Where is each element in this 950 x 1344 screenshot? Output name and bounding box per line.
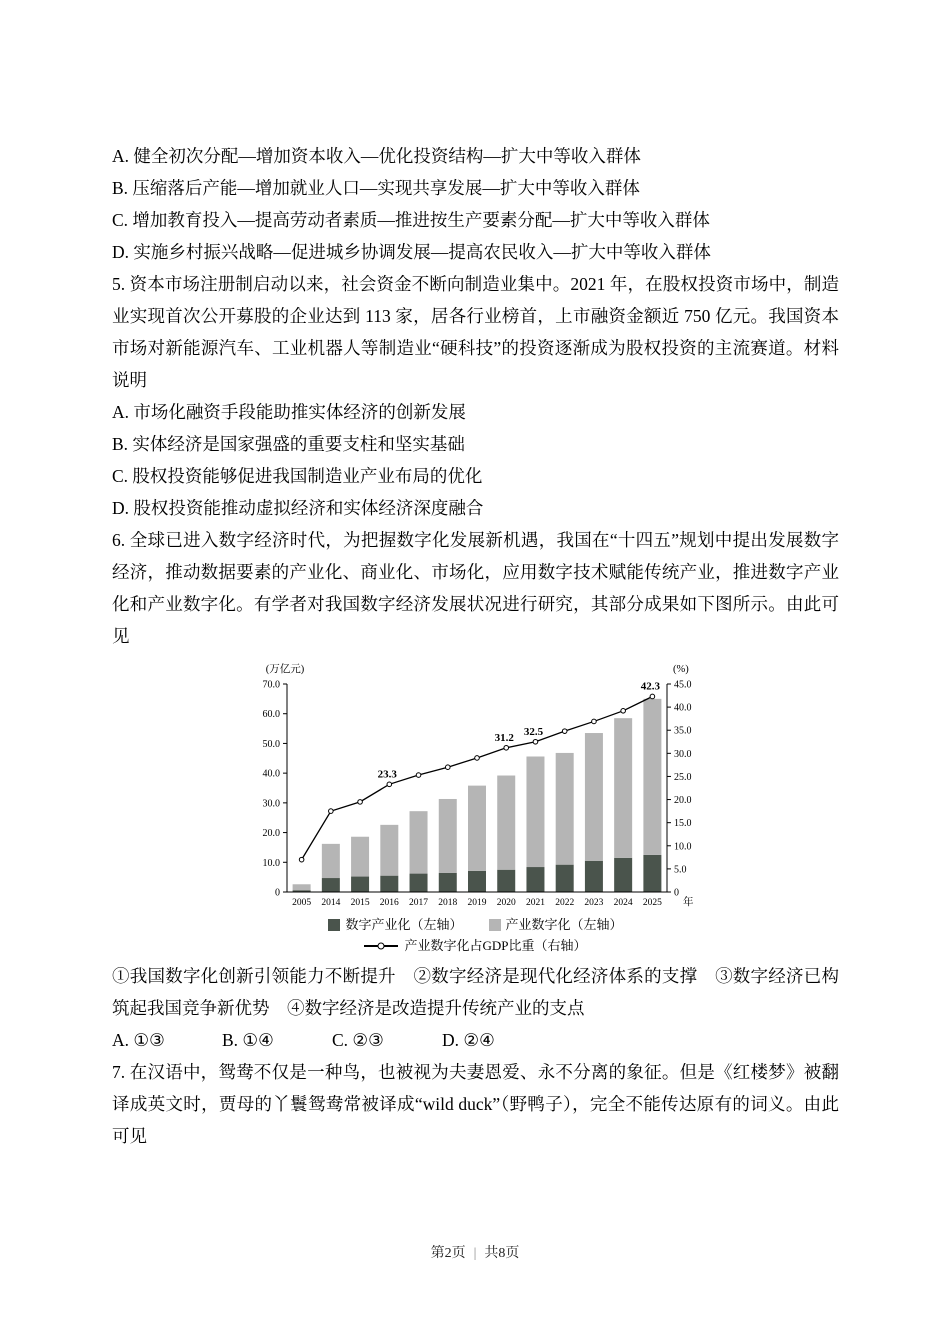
svg-text:(%): (%) [672, 664, 689, 675]
digital-economy-chart [112, 658, 839, 956]
svg-text:10.0: 10.0 [262, 857, 280, 869]
svg-text:42.3: 42.3 [640, 680, 660, 693]
svg-text:23.3: 23.3 [377, 768, 397, 781]
svg-text:40.0: 40.0 [673, 702, 691, 714]
svg-text:70.0: 70.0 [262, 679, 280, 691]
svg-text:25.0: 25.0 [673, 771, 691, 783]
q4-option-a: A. 健全初次分配—增加资本收入—优化投资结构—扩大中等收入群体 [112, 146, 641, 166]
svg-text:2021: 2021 [525, 898, 545, 908]
svg-text:2015: 2015 [350, 898, 370, 908]
svg-text:2020: 2020 [496, 898, 516, 908]
svg-text:15.0: 15.0 [673, 818, 691, 830]
q5-option-c: C. 股权投资能够促进我国制造业产业布局的优化 [112, 466, 483, 486]
chart-legend [328, 914, 622, 956]
legend-label-gdp-share: 产业数字化占GDP比重（右轴） [404, 938, 587, 953]
chart-canvas [239, 658, 713, 914]
legend-item-gdp-share [364, 935, 586, 956]
svg-text:50.0: 50.0 [262, 738, 280, 750]
q6-option-c: C. ②③ [332, 1030, 384, 1050]
q6-statement-items: ①我国数字化创新引领能力不断提升 ②数字经济是现代化经济体系的支撑 ③数字经济已构筑起我国竞争新优势 ④数字经济是改造提升传统产业的支点 [112, 966, 839, 1018]
svg-text:2022: 2022 [554, 898, 574, 908]
svg-text:10.0: 10.0 [673, 841, 691, 853]
svg-text:2016: 2016 [379, 898, 399, 908]
q6-option-b: B. ①④ [222, 1030, 274, 1050]
q5-option-d: D. 股权投资能推动虚拟经济和实体经济深度融合 [112, 498, 484, 518]
legend-item-industry-digitalization [489, 914, 623, 935]
svg-text:40.0: 40.0 [262, 768, 280, 780]
footer-current-page: 第2页 [430, 1246, 466, 1261]
footer-separator: | [473, 1246, 477, 1261]
svg-text:30.0: 30.0 [673, 748, 691, 760]
chart-legend-row-bars [328, 914, 622, 935]
legend-swatch-digital-industrialization [328, 919, 340, 931]
svg-text:年: 年 [682, 897, 693, 908]
svg-text:0: 0 [274, 887, 280, 899]
q5-option-a: A. 市场化融资手段能助推实体经济的创新发展 [112, 402, 466, 422]
svg-text:31.2: 31.2 [494, 731, 514, 744]
svg-text:0: 0 [673, 887, 679, 899]
svg-text:2014: 2014 [320, 898, 340, 908]
legend-swatch-industry-digitalization [489, 919, 501, 931]
q6-answer-options-row [112, 1024, 839, 1056]
chart-legend-row-line [364, 935, 586, 956]
q6-stem: 6. 全球已进入数字经济时代，为把握数字化发展新机遇，我国在“十四五”规划中提出发展数字经济，推动数据要素的产业化、商业化、市场化，应用数字技术赋能传统产业，推进数字产业化和产业数字化。有学者对我国数字经济发展状况进行研究，其部分成果如下图所示。由此可见 [112, 530, 839, 646]
q6-option-a: A. ①③ [112, 1030, 165, 1050]
legend-label-industry-digitalization: 产业数字化（左轴） [505, 917, 623, 932]
svg-text:35.0: 35.0 [673, 725, 691, 737]
footer-total-pages: 共8页 [484, 1246, 520, 1261]
q4-option-d: D. 实施乡村振兴战略—促进城乡协调发展—提高农民收入—扩大中等收入群体 [112, 242, 711, 262]
page-footer [0, 1242, 950, 1262]
svg-text:2025: 2025 [642, 898, 662, 908]
svg-text:5.0: 5.0 [673, 864, 686, 876]
svg-text:2018: 2018 [437, 898, 457, 908]
svg-text:45.0: 45.0 [673, 679, 691, 691]
q5-stem: 5. 资本市场注册制启动以来，社会资金不断向制造业集中。2021 年，在股权投资市场中，制造业实现首次公开募股的企业达到 113 家，居各行业榜首，上市融资金额近 750 亿元。我国资本市场对新能源汽车、工业机器人等制造业“硬科技”的投资逐渐成为股权投资的主流赛道。材料说明 [112, 274, 839, 390]
svg-text:2019: 2019 [467, 898, 486, 908]
svg-text:30.0: 30.0 [262, 798, 280, 810]
svg-text:20.0: 20.0 [262, 828, 280, 840]
legend-label-digital-industrialization: 数字产业化（左轴） [345, 917, 463, 932]
svg-text:2005: 2005 [291, 898, 311, 908]
q4-option-c: C. 增加教育投入—提高劳动者素质—推进按生产要素分配—扩大中等收入群体 [112, 210, 710, 230]
svg-text:2017: 2017 [408, 898, 428, 908]
q5-option-b: B. 实体经济是国家强盛的重要支柱和坚实基础 [112, 434, 465, 454]
legend-item-digital-industrialization [328, 914, 462, 935]
svg-text:32.5: 32.5 [523, 725, 543, 738]
q4-option-b: B. 压缩落后产能—增加就业人口—实现共享发展—扩大中等收入群体 [112, 178, 640, 198]
q6-option-d: D. ②④ [442, 1030, 495, 1050]
svg-text:60.0: 60.0 [262, 709, 280, 721]
exam-page-content [112, 140, 839, 1152]
svg-text:2024: 2024 [613, 898, 633, 908]
q7-stem: 7. 在汉语中，鸳鸯不仅是一种鸟，也被视为夫妻恩爱、永不分离的象征。但是《红楼梦》被翻译成英文时，贾母的丫鬟鸳鸯常被译成“wild duck”（野鸭子），完全不能传达原有的词义。由此可见 [112, 1062, 839, 1146]
svg-text:(万亿元): (万亿元) [265, 664, 304, 675]
svg-text:20.0: 20.0 [673, 795, 691, 807]
svg-text:2023: 2023 [583, 898, 603, 908]
legend-line-marker-icon [364, 945, 398, 947]
